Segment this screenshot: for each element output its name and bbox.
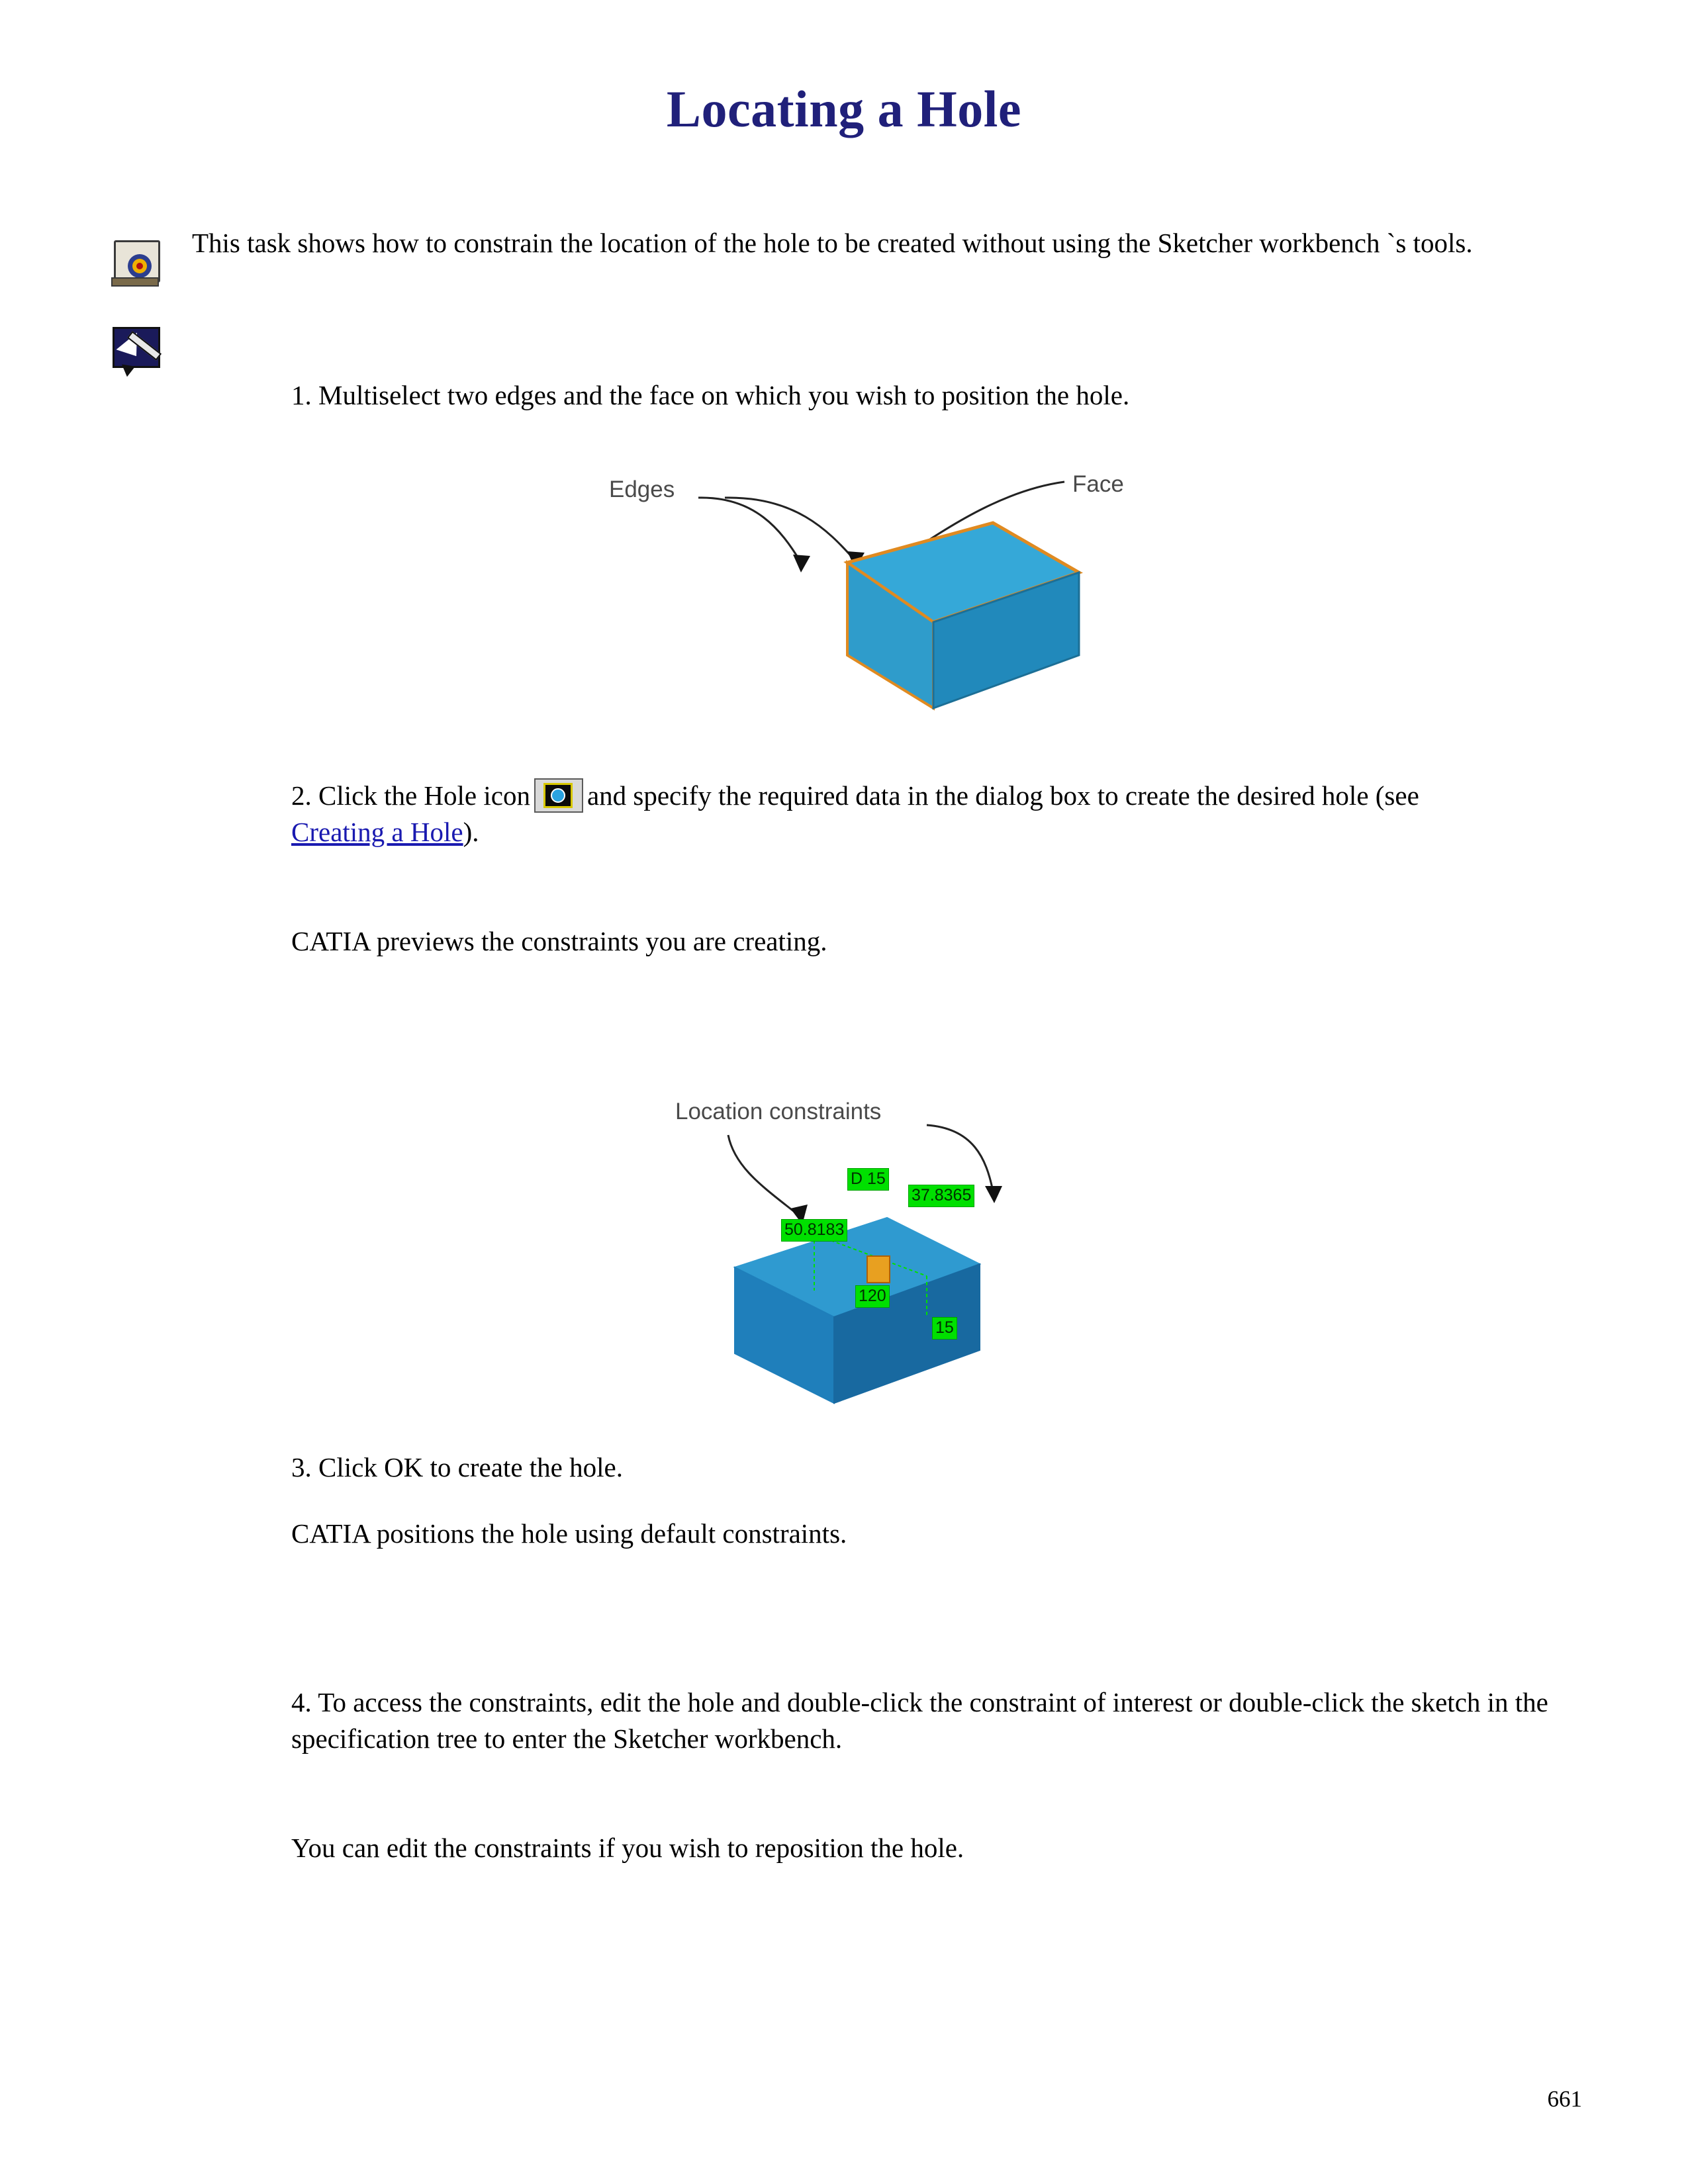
figure-edges-face bbox=[583, 457, 1178, 794]
step-2-block bbox=[291, 778, 1503, 850]
step-2-text-part3: ). bbox=[463, 816, 479, 847]
step-3-text: 3. Click OK to create the hole. bbox=[291, 1452, 623, 1482]
dimension-tag-2: 50.8183 bbox=[781, 1219, 847, 1242]
step-2-note: CATIA previews the constraints you are creating. bbox=[291, 926, 827, 956]
figure-location-constraints bbox=[649, 1099, 1244, 1469]
pencil-icon bbox=[111, 324, 164, 379]
step-4-note: You can edit the constraints if you wish to reposition the hole. bbox=[291, 1833, 964, 1863]
dimension-tag-0: D 15 bbox=[847, 1168, 889, 1191]
figure2-graphic bbox=[649, 1099, 1244, 1469]
page-title: Locating a Hole bbox=[666, 80, 1022, 138]
step-3-note: CATIA positions the hole using default constraints. bbox=[291, 1518, 847, 1549]
hole-icon-circle bbox=[551, 788, 565, 803]
step-2-text-part2: and specify the required data in the dialog box to create the desired hole (see bbox=[586, 780, 1419, 811]
dimension-tag-3: 120 bbox=[855, 1285, 890, 1308]
dimension-tag-4: 15 bbox=[932, 1317, 957, 1340]
target-icon-base bbox=[111, 277, 159, 287]
page-number: 661 bbox=[1547, 2086, 1582, 2112]
intro-paragraph: This task shows how to constrain the location of the hole to be created without using the Sketcher workbench `s tools. bbox=[192, 228, 1473, 258]
step-1-text: 1. Multiselect two edges and the face on which you wish to position the hole. bbox=[291, 380, 1130, 410]
target-icon-ring-inner bbox=[136, 263, 143, 269]
dimension-tag-1: 37.8365 bbox=[908, 1185, 974, 1207]
figure1-graphic bbox=[583, 457, 1178, 794]
step-4-text: 4. To access the constraints, edit the hole and double-click the constraint of interest or double-click the sketch in the specification tree to enter the Sketcher workbench. bbox=[291, 1687, 1548, 1754]
figure1-label-edges: Edges bbox=[609, 477, 675, 502]
target-icon bbox=[111, 235, 159, 288]
creating-a-hole-link[interactable]: Creating a Hole bbox=[291, 816, 463, 847]
step-2-text-part1: 2. Click the Hole icon bbox=[291, 780, 530, 811]
figure1-label-face: Face bbox=[1072, 471, 1124, 497]
target-icon-frame bbox=[114, 240, 160, 283]
figure2-label-constraints: Location constraints bbox=[675, 1099, 882, 1124]
hole-icon[interactable] bbox=[534, 778, 583, 813]
